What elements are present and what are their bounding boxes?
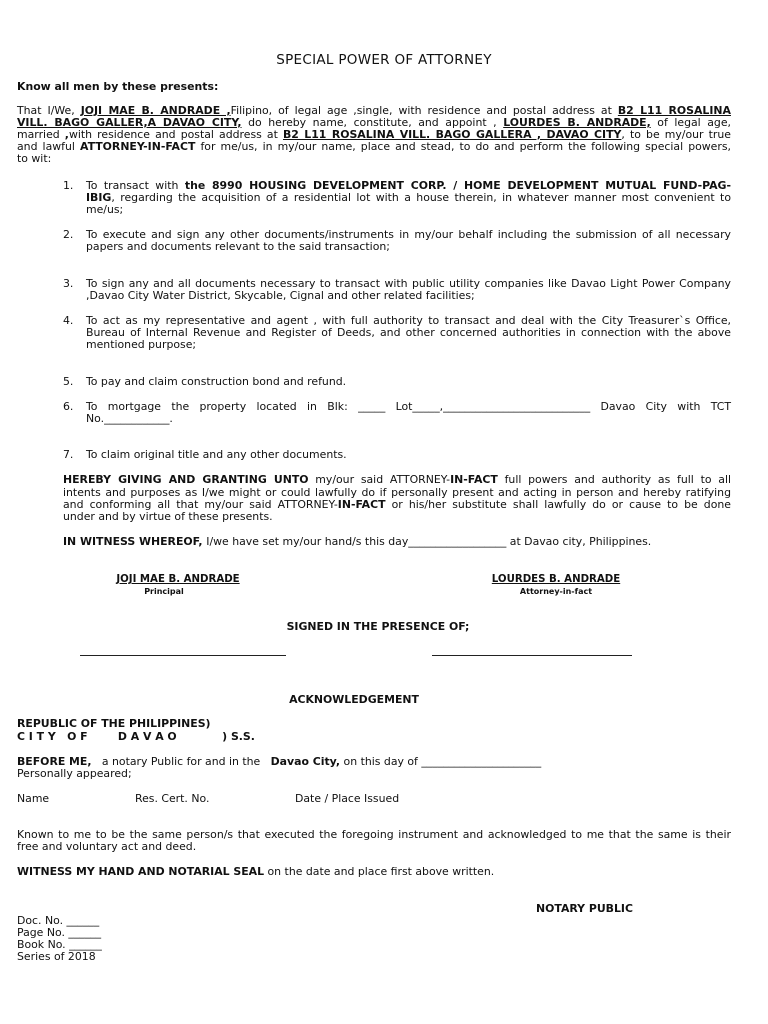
notary-public-label: NOTARY PUBLIC xyxy=(536,902,633,915)
item-line: mentioned purpose; xyxy=(86,338,197,351)
principal-signature-name: JOJI MAE B. ANDRADE xyxy=(116,574,240,585)
item-line: To act as my representative and agent , with full authority to transact and deal with the City Treasurer`s Office, xyxy=(86,314,731,327)
item-number: 3. xyxy=(63,277,74,290)
republic-line: REPUBLIC OF THE PHILIPPINES) xyxy=(17,717,211,730)
item-number: 7. xyxy=(63,448,74,461)
opening-line-1: That I/We, JOJI MAE B. ANDRADE ,Filipino, of legal age ,single, with residence and postal address at B2 L11 ROSALINA xyxy=(17,104,731,117)
item-line: ,Davao City Water District, Skycable, Cignal and other related facilities; xyxy=(86,289,475,302)
item-line: To mortgage the property located in Blk: _____ Lot_____,___________________________ Davao City with TCT xyxy=(86,400,731,413)
document-title: SPECIAL POWER OF ATTORNEY xyxy=(276,52,492,68)
intro-line: Know all men by these presents: xyxy=(17,80,219,93)
principal-name: JOJI MAE B. ANDRADE , xyxy=(80,104,231,117)
item-line: Bureau of Internal Revenue and Register of Deeds, and other concerned authorities in connection with the above xyxy=(86,326,731,339)
attorney-in-fact-label: ATTORNEY-IN-FACT xyxy=(79,140,196,153)
hereby-line-1: HEREBY GIVING AND GRANTING UNTO my/our said ATTORNEY-IN-FACT full powers and authority as full to all xyxy=(63,473,732,486)
item-line: To execute and sign any other documents/instruments in my/our behalf including the submission of all necessary xyxy=(86,228,731,241)
series-line: Series of 2018 xyxy=(17,950,96,963)
known-line-1: Known to me to be the same person/s that executed the foregoing instrument and acknowledged to me that the same is their xyxy=(17,828,731,841)
principal-address: B2 L11 ROSALINA xyxy=(617,104,731,117)
item-line: To claim original title and any other documents. xyxy=(86,448,347,461)
signed-presence-heading: SIGNED IN THE PRESENCE OF; xyxy=(286,620,470,633)
attorney-address: B2 L11 ROSALINA VILL. BAGO GALLERA , DAVAO CITY xyxy=(282,128,622,141)
item-line: To transact with the 8990 HOUSING DEVELOPMENT CORP. / HOME DEVELOPMENT MUTUAL FUND-PAG- xyxy=(86,179,732,192)
table-header-cert: Res. Cert. No. xyxy=(135,792,210,805)
principal-address-cont: VILL. BAGO GALLER,A DAVAO CITY, xyxy=(17,116,242,129)
witness-signature-line-2 xyxy=(432,655,632,656)
opening-line-5: to wit: xyxy=(17,152,52,165)
witness-hand-line: WITNESS MY HAND AND NOTARIAL SEAL on the date and place first above written. xyxy=(17,865,495,878)
opening-line-2: VILL. BAGO GALLER,A DAVAO CITY, do hereby name, constitute, and appoint , LOURDES B. ANDRADE, of legal age, xyxy=(17,116,731,129)
personally-appeared-line: Personally appeared; xyxy=(17,767,132,780)
item-number: 6. xyxy=(63,400,74,413)
item-line: To sign any and all documents necessary to transact with public utility companies like Davao Light Power Company xyxy=(86,277,731,290)
item-number: 1. xyxy=(63,179,74,192)
principal-role-label: Principal xyxy=(144,587,184,596)
item-number: 4. xyxy=(63,314,74,327)
witness-signature-line-1 xyxy=(80,655,286,656)
table-header-date: Date / Place Issued xyxy=(295,792,400,805)
item-number: 5. xyxy=(63,375,74,388)
item-line: IBIG, regarding the acquisition of a residential lot with a house therein, in whatever manner most convenient to xyxy=(86,191,731,204)
item-line: papers and documents relevant to the said transaction; xyxy=(86,240,390,253)
item-line: No.____________. xyxy=(86,412,173,425)
opening-line-4: and lawful ATTORNEY-IN-FACT for me/us, in my/our name, place and stead, to do and perform the following special powers, xyxy=(17,140,731,153)
known-line-2: free and voluntary act and deed. xyxy=(17,840,197,853)
item-line: To pay and claim construction bond and refund. xyxy=(86,375,347,388)
acknowledgement-heading: ACKNOWLEDGEMENT xyxy=(289,693,419,706)
item-line: me/us; xyxy=(86,203,124,216)
witness-whereof-line: IN WITNESS WHEREOF, I/we have set my/our hand/s this day__________________ at Davao city, Philippines. xyxy=(63,535,652,548)
table-header-name: Name xyxy=(17,792,50,805)
book-no-line: Book No. ______ xyxy=(17,938,102,951)
item-number: 2. xyxy=(63,228,74,241)
hereby-line-4: under and by virtue of these presents. xyxy=(63,510,273,523)
opening-line-3: married ,with residence and postal address at B2 L11 ROSALINA VILL. BAGO GALLERA , DAVAO CITY, to be my/our true xyxy=(17,128,731,141)
doc-no-line: Doc. No. ______ xyxy=(17,914,100,927)
attorney-role-label: Attorney-in-fact xyxy=(519,587,593,596)
page-no-line: Page No. ______ xyxy=(17,926,102,939)
before-me-line: BEFORE ME, a notary Public for and in the Davao City, on this day of ______________________ xyxy=(17,755,542,768)
hereby-line-3: and conforming all that my/our said ATTORNEY-IN-FACT or his/her substitute shall lawfully do or cause to be done xyxy=(63,498,731,511)
attorney-name: LOURDES B. ANDRADE, xyxy=(503,116,651,129)
hereby-line-2: intents and purposes as I/we might or could lawfully do if personally present and acting in person and hereby ratifying xyxy=(63,486,731,499)
city-davao-line: C I T Y O F D A V A O ) S.S. xyxy=(17,730,255,743)
attorney-signature-name: LOURDES B. ANDRADE xyxy=(491,574,621,585)
